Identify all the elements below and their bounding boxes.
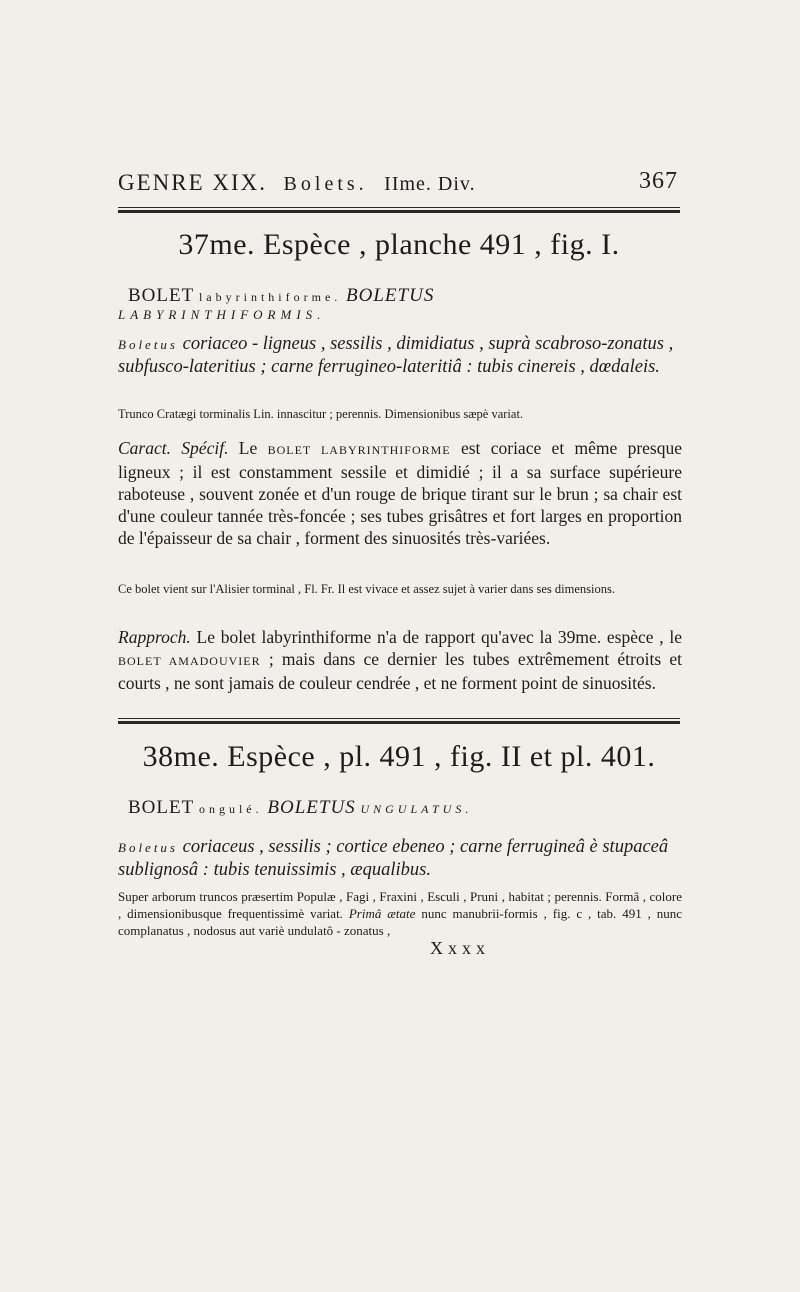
- latin-genus-name: BOLETUS: [346, 285, 435, 306]
- rapproch-species-name: BOLET AMADOUVIER: [118, 654, 261, 668]
- division-label: IIme. Div.: [384, 173, 476, 195]
- caract-label: Caract. Spécif.: [118, 438, 229, 458]
- latin-note-post: nunc manubrii-formis , fig. c , tab. 491 , nunc complanatus , nodosus aut variè undulatô - zonatus ,: [118, 906, 683, 938]
- latin-epithet: LABYRINTHIFORMIS.: [118, 307, 326, 322]
- species-38-diagnosis: [118, 836, 680, 881]
- latin-note-italic: Primâ ætate: [348, 906, 416, 921]
- rapproch-text: ; mais dans ce dernier les tubes extrêmement étroits et courts , ne sont jamais de couleur cendrée , et ne forment point de sinuosités.: [118, 649, 682, 693]
- french-epithet: labyrinthiforme.: [198, 290, 342, 304]
- species-38-heading: 38me. Espèce , pl. 491 , fig. II et pl. 401.: [142, 740, 656, 773]
- latin-epithet: UNGULATUS.: [360, 802, 473, 816]
- caract-species-name: BOLET LABYRINTHIFORME: [267, 443, 451, 457]
- species-38-name-line: [128, 797, 680, 819]
- species-37-name-line: [128, 285, 680, 307]
- diagnosis-text: coriaceus , sessilis ; cortice ebeneo ; carne ferrugineâ è stupaceâ sublignosâ : tubis tenuissimis , æqualibus.: [118, 837, 669, 880]
- section-rule: [118, 718, 680, 724]
- species-37-diagnosis: [118, 333, 680, 378]
- latin-genus-name: BOLETUS: [267, 797, 356, 818]
- running-head: [118, 170, 678, 196]
- header-rule: [118, 207, 680, 213]
- caract-pre: Le: [238, 438, 258, 458]
- diagnosis-genus: Boletus: [118, 337, 178, 352]
- species-37-heading: 37me. Espèce , planche 491 , fig. I.: [178, 228, 620, 261]
- diagnosis-genus: Boletus: [118, 840, 178, 855]
- caract-specif-paragraph: [118, 437, 682, 549]
- rapproch-pre: Le bolet labyrinthiforme n'a de rapport qu'avec la 39me. espèce , le: [196, 627, 683, 647]
- french-epithet: ongulé.: [198, 802, 263, 816]
- page-number: 367: [639, 168, 678, 194]
- species-38-latin-note: [118, 888, 682, 939]
- latin-note-pre: Super arborum truncos præsertim Populæ , Fagi , Fraxini , Esculi , Pruni , habitat ; perennis. Formâ , colore , dimensionibusque frequentissimè variat.: [118, 889, 682, 921]
- signature-mark: Xxxx: [430, 938, 490, 958]
- habitat-note: Trunco Cratægi torminalis Lin. innascitur ; perennis. Dimensionibus sæpè variat.: [118, 407, 524, 421]
- french-genus-name: BOLET: [128, 797, 195, 818]
- bolets-label: Bolets.: [283, 173, 368, 195]
- caract-text: est coriace et même presque ligneux ; il est constamment sessile et dimidié ; il a sa surface supérieure raboteuse , souvent zonée et d'un rouge de brique tirant sur le brun ; sa chair est d'une couleur tannée très-foncée ; ses tubes grisâtres et fort larges en proportion de l'épaisseur de sa chair , forment des sinuosités très-variées.: [118, 438, 683, 548]
- genre-label: GENRE XIX.: [118, 170, 268, 195]
- flora-note: Ce bolet vient sur l'Alisier torminal , Fl. Fr. Il est vivace et assez sujet à varier dans ses dimensions.: [118, 582, 615, 596]
- rapproch-label: Rapproch.: [118, 627, 191, 647]
- rapproch-paragraph: [118, 626, 682, 694]
- diagnosis-text: coriaceo - ligneus , sessilis , dimidiatus , suprà scabroso-zonatus , subfusco-lateritius ; carne ferrugineo-lateritiâ : tubis cinereis , dœdaleis.: [118, 334, 674, 377]
- french-genus-name: BOLET: [128, 285, 195, 306]
